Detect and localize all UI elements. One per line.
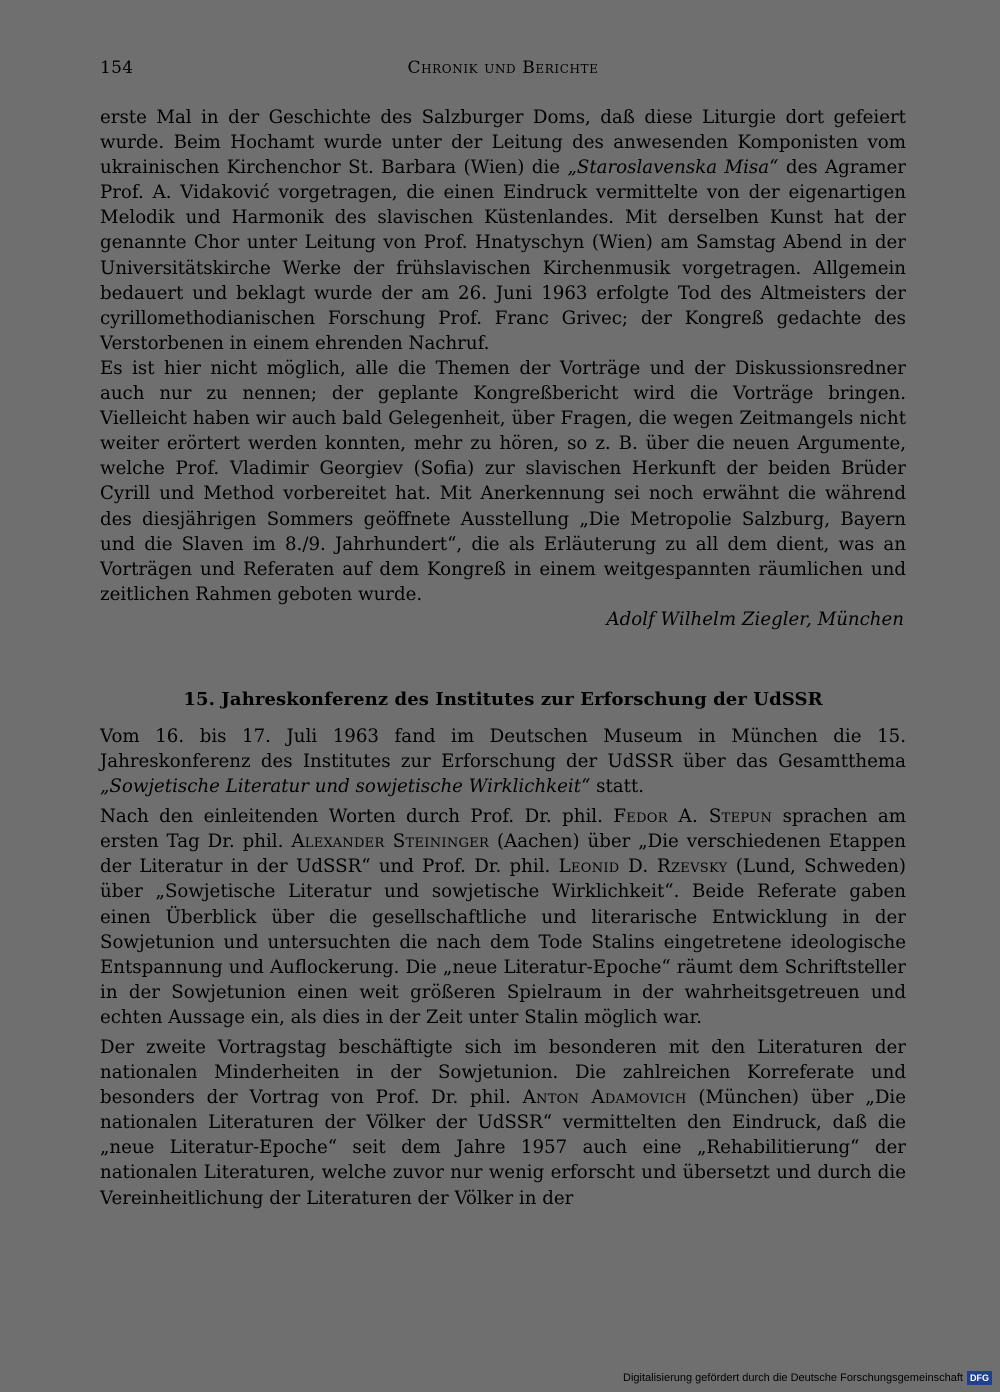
text-run: (Aachen) über „Die verschiedenen Etappen der Literatur in der UdSSR“ und Prof. Dr. phil. bbox=[100, 831, 906, 878]
person-name: Alexander Steininger bbox=[291, 831, 490, 853]
author-signature: Adolf Wilhelm Ziegler, München bbox=[606, 608, 904, 630]
digitization-footer bbox=[623, 1370, 992, 1386]
text-run: sprachen am ersten Tag Dr. phil. bbox=[100, 806, 906, 853]
section-heading: 15. Jahreskonferenz des Institutes zur Erforschung der UdSSR bbox=[183, 688, 823, 710]
dfg-logo: DFG bbox=[967, 1371, 992, 1385]
person-name: Fedor A. Stepun bbox=[613, 806, 773, 828]
text-run: Vom 16. bis 17. Juli 1963 fand im Deutschen Museum in München die 15. Jahreskonferenz des Institutes zur Erforschung der UdSSR über das Gesamtthema bbox=[100, 725, 906, 772]
text-column bbox=[100, 105, 906, 1211]
paragraph bbox=[100, 1035, 906, 1211]
paragraph: Es ist hier nicht möglich, alle die Themen der Vorträge und der Diskussionsredner auch nur zu nennen; der geplante Kongreßbericht wird die Vorträge bringen. Vielleicht haben wir auch bald Gelegenheit, über Fragen, die wegen Zeitmangels nicht weiter erörtert werden konnten, mehr zu hören, so z. B. über die neuen Argumente, welche Prof. Vladimir Georgiev (Sofia) zur slavischen Herkunft der beiden Brüder Cyrill und Method vorbereitet hat. Mit Anerkennung sei noch erwähnt die während des diesjährigen Sommers geöffnete Ausstellung „Die Metropolie Salzburg, Bayern und die Slaven im 8./9. Jahrhundert“, die als Erläuterung zu all dem dient, was an Vorträgen und Referaten auf dem Kongreß in einem weitgespannten räumlichen und zeitlichen Rahmen geboten wurde. bbox=[100, 357, 906, 605]
person-name: Anton Adamovich bbox=[522, 1087, 687, 1109]
paragraph bbox=[100, 804, 906, 1030]
text-run: des Agramer Prof. A. Vidaković vorgetragen, die einen Eindruck vermittelte von der eigenartigen Melodik und Harmonik des slavischen Küstenlandes. Mit derselben Kunst hat der genannte Chor unter Leitung von Prof. Hnatyschyn (Wien) am Samstag Abend in der Universitätskirche Werke der frühslavischen Kirchenmusik vorgetragen. Allgemein bedauert und beklagt wurde der am 26. Juni 1963 erfolgte Tod des Altmeisters der cyrillomethodianischen Forschung Prof. Franc Grivec; der Kongreß gedachte des Verstorbenen in einem ehrenden Nachruf. bbox=[100, 157, 907, 354]
conference-theme: „Sowjetische Literatur und sowjetische Wirklichkeit“ bbox=[100, 776, 591, 798]
work-title: „Staroslavenska Misa“ bbox=[567, 157, 779, 179]
paragraph bbox=[100, 724, 906, 799]
paragraph bbox=[100, 105, 906, 356]
page-number: 154 bbox=[100, 58, 134, 78]
footer-text: Digitalisierung gefördert durch die Deutsche Forschungsgemeinschaft bbox=[623, 1372, 963, 1384]
text-run: erste Mal in der Geschichte des Salzburger Doms, daß diese Liturgie dort gefeiert wurde. Beim Hochamt wurde unter der Leitung des anwesenden Komponisten vom ukrainischen Kirchenchor St. Barbara (Wien) die bbox=[100, 107, 906, 179]
text-run: statt. bbox=[590, 776, 645, 798]
text-run: Der zweite Vortragstag beschäftigte sich im besonderen mit den Literaturen der nationalen Minderheiten in der Sowjetunion. Die zahlreichen Korreferate und besonders der Vortrag von Prof. Dr. phil. bbox=[100, 1037, 906, 1109]
running-head: Chronik und Berichte bbox=[407, 58, 599, 78]
text-run: Nach den einleitenden Worten durch Prof. Dr. phil. bbox=[100, 806, 614, 828]
text-run: (München) über „Die nationalen Literaturen der Völker der UdSSR“ vermittelten den Eindruck, daß die „neue Literatur-Epoche“ seit dem Jahre 1957 auch eine „Rehabilitierung“ der nationalen Literaturen, welche zuvor nur wenig erforscht und übersetzt und durch die Vereinheitlichung der Literaturen der Völker in der bbox=[100, 1087, 906, 1209]
person-name: Leonid D. Rzevsky bbox=[558, 856, 728, 878]
text-run: (Lund, Schweden) über „Sowjetische Literatur und sowjetische Wirklichkeit“. Beide Referate gaben einen Überblick über die gesellschaftliche und literarische Entwicklung in der Sowjetunion und untersuchten die nach dem Tode Stalins eingetretene ideologische Entspannung und Auflockerung. Die „neue Literatur-Epoche“ räumt dem Schriftsteller in der Sowjetunion einen weit größeren Spielraum in der wahrheitsgetreuen und echten Aussage ein, als dies in der Zeit unter Stalin möglich war. bbox=[100, 856, 906, 1028]
page-header bbox=[100, 58, 906, 86]
